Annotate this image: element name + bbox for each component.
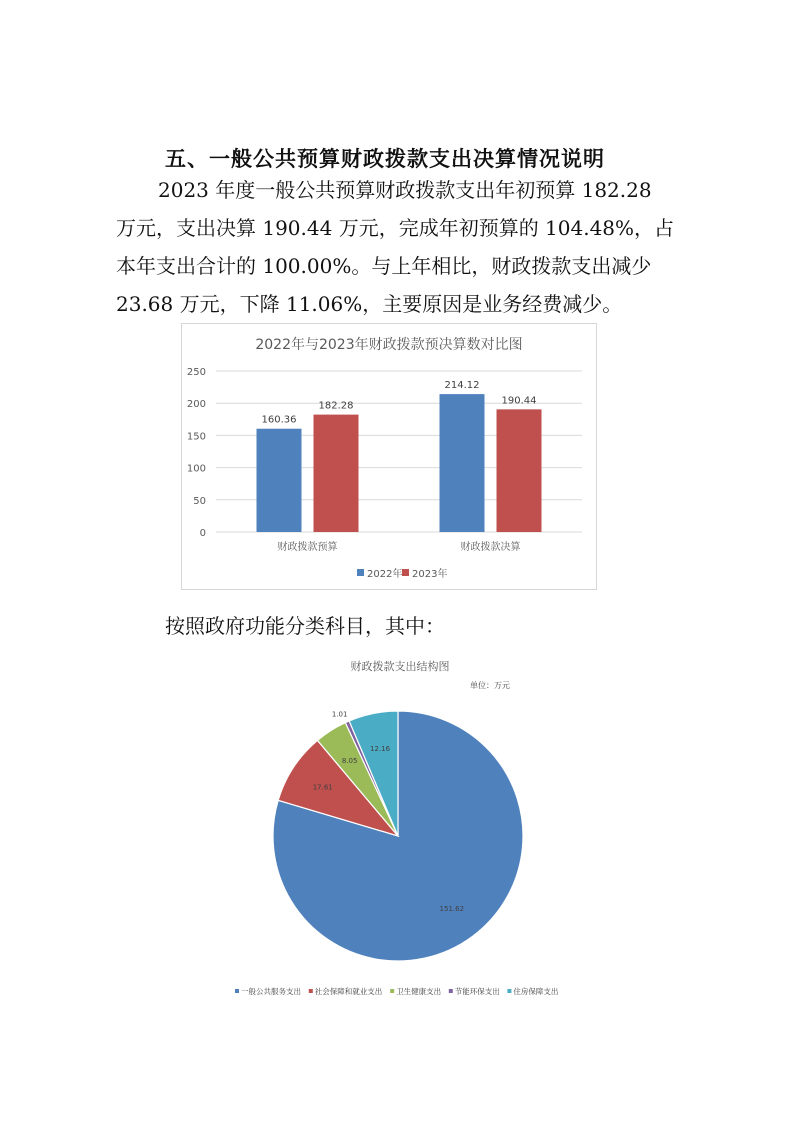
y-tick-label: 150 — [186, 431, 206, 443]
sub-heading: 按照政府功能分类科目，其中： — [165, 614, 445, 638]
section-heading: 五、一般公共预算财政拨款支出决算情况说明 — [165, 147, 605, 171]
legend-swatch — [235, 989, 239, 993]
legend-swatch — [449, 989, 453, 993]
bar-chart-frame — [181, 323, 597, 590]
legend-label: 2022年 — [367, 569, 403, 580]
paragraph-line: 万元，支出决算 190.44 万元，完成年初预算的 104.48%，占 — [116, 216, 675, 240]
legend-label: 2023年 — [412, 569, 448, 580]
x-tick-label: 财政拨款预算 — [277, 542, 338, 553]
bar-chart — [182, 324, 596, 589]
x-tick-label: 财政拨款决算 — [460, 542, 521, 553]
legend-swatch — [507, 989, 511, 993]
legend-label: 卫生健康支出 — [396, 987, 442, 996]
slice-value-label: 17.61 — [312, 783, 333, 792]
unit-note: 单位：万元 — [470, 681, 510, 690]
legend-label: 住房保障支出 — [513, 987, 559, 996]
legend-label: 社会保障和就业支出 — [314, 987, 383, 996]
y-tick-label: 0 — [199, 528, 206, 539]
pie-chart — [180, 650, 610, 1010]
legend-swatch — [390, 989, 394, 993]
slice-value-label: 12.16 — [370, 744, 391, 753]
bar — [314, 415, 359, 532]
paragraph-line: 2023 年度一般公共预算财政拨款支出年初预算 182.28 — [158, 178, 652, 202]
y-tick-label: 50 — [193, 495, 206, 507]
y-tick-label: 200 — [186, 399, 206, 411]
data-label: 190.44 — [501, 395, 537, 407]
slice-value-label: 151.62 — [439, 905, 465, 914]
legend-swatch — [309, 989, 313, 993]
bar — [257, 429, 302, 532]
body-paragraph — [116, 171, 696, 323]
data-label: 214.12 — [444, 380, 480, 392]
legend-label: 一般公共服务支出 — [241, 987, 301, 996]
pie-chart-title: 财政拨款支出结构图 — [350, 660, 450, 673]
bar — [497, 409, 542, 532]
legend-swatch — [357, 569, 364, 576]
slice-value-label: 8.05 — [341, 757, 358, 766]
y-tick-label: 100 — [186, 463, 206, 475]
paragraph-line: 23.68 万元，下降 11.06%，主要原因是业务经费减少。 — [116, 292, 623, 316]
data-label: 160.36 — [261, 414, 297, 426]
data-label: 182.28 — [318, 400, 354, 412]
legend-swatch — [402, 569, 409, 576]
slice-value-label: 1.01 — [331, 710, 348, 719]
bar — [440, 394, 485, 532]
y-tick-label: 250 — [186, 367, 206, 378]
bar-chart-title: 2022年与2023年财政拨款预决算数对比图 — [255, 337, 523, 353]
paragraph-line: 本年支出合计的 100.00%。与上年相比，财政拨款支出减少 — [116, 254, 652, 278]
legend-label: 节能环保支出 — [454, 987, 500, 996]
